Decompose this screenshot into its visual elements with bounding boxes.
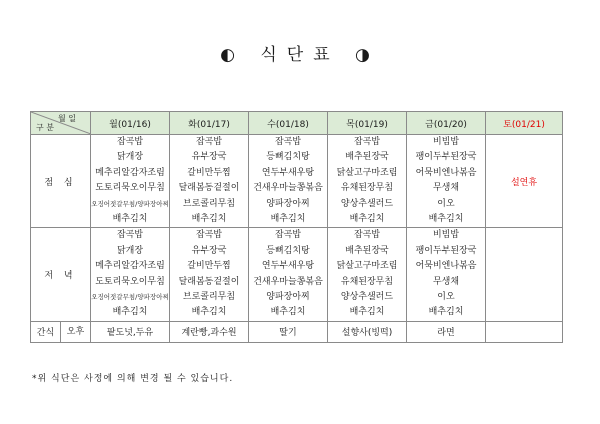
menu-item: 도토리묵오이무침 xyxy=(95,183,165,194)
menu-item: 잡곡밥 xyxy=(195,230,223,241)
menu-item: 양상추샐러드 xyxy=(340,291,394,302)
menu-item: 배추김치 xyxy=(428,307,464,318)
menu-item: 오징어젓갈무침/양파장아찌 xyxy=(91,199,169,208)
day-header-mon: 월(01/16) xyxy=(91,112,170,135)
menu-item: 이오 xyxy=(437,291,455,302)
menu-item: 등뼈김치탕 xyxy=(266,152,310,163)
menu-item: 양파장아찌 xyxy=(266,198,310,209)
dinner-tue xyxy=(170,228,249,321)
menu-item: 무생채 xyxy=(432,276,460,287)
snack-tue: 계란빵,과수원 xyxy=(170,321,249,342)
menu-item: 비빔밥 xyxy=(432,230,460,241)
menu-item: 배추된장국 xyxy=(345,245,389,256)
menu-item: 잡곡밥 xyxy=(274,137,302,147)
menu-item: 연두부새우탕 xyxy=(261,261,315,272)
lunch-label: 점 심 xyxy=(31,135,91,228)
lunch-row xyxy=(31,135,563,228)
menu-item: 배추된장국 xyxy=(345,152,389,163)
lunch-wed xyxy=(249,135,328,228)
menu-item: 닭살고구마조림 xyxy=(336,167,398,178)
snack-label: 간식 xyxy=(36,328,55,339)
menu-item: 메추리알감자조림 xyxy=(95,261,165,272)
menu-item: 달래봄동겉절이 xyxy=(178,183,240,194)
menu-item: 배추김치 xyxy=(428,213,464,224)
menu-item: 유부장국 xyxy=(191,152,227,163)
menu-item: 유채된장무침 xyxy=(340,183,394,194)
menu-item: 메추리알감자조림 xyxy=(95,167,165,178)
menu-item: 건새우마늘쫑볶음 xyxy=(253,183,323,194)
menu-item: 잡곡밥 xyxy=(274,230,302,241)
menu-item: 브로콜리무침 xyxy=(182,198,236,209)
footnote: *위 식단은 사정에 의해 변경 될 수 있습니다. xyxy=(32,374,234,384)
menu-item: 배추김치 xyxy=(191,307,227,318)
lunch-thu xyxy=(328,135,407,228)
lunch-mon xyxy=(91,135,170,228)
menu-item: 배추김치 xyxy=(191,213,227,224)
snack-row xyxy=(31,321,563,342)
menu-item: 잡곡밥 xyxy=(353,137,381,147)
dinner-thu xyxy=(328,228,407,321)
corner-date-label: 월 일 xyxy=(58,114,76,123)
menu-item: 닭살고구마조림 xyxy=(336,261,398,272)
menu-item: 달래봄동겉절이 xyxy=(178,276,240,287)
menu-item: 닭개장 xyxy=(116,152,144,163)
dinner-mon xyxy=(91,228,170,321)
menu-item: 유부장국 xyxy=(191,245,227,256)
menu-item: 어묵비엔나볶음 xyxy=(415,261,477,272)
menu-item: 잡곡밥 xyxy=(116,230,144,241)
menu-item: 유채된장무침 xyxy=(340,276,394,287)
menu-item: 갈비만두찜 xyxy=(187,261,231,272)
menu-item: 등뼈김치탕 xyxy=(266,245,310,256)
dinner-fri xyxy=(407,228,486,321)
snack-time: 오후 xyxy=(60,322,90,342)
dinner-label: 저 녁 xyxy=(31,228,91,321)
lunch-tue xyxy=(170,135,249,228)
menu-item: 양상추샐러드 xyxy=(340,198,394,209)
menu-item: 연두부새우탕 xyxy=(261,167,315,178)
dinner-row xyxy=(31,228,563,321)
page-title: ◐ 식단표 ◑ xyxy=(220,45,380,65)
menu-item: 잡곡밥 xyxy=(195,137,223,147)
day-header-tue: 화(01/17) xyxy=(170,112,249,135)
menu-item: 배추김치 xyxy=(349,213,385,224)
menu-item: 잡곡밥 xyxy=(116,137,144,147)
menu-item: 양파장아찌 xyxy=(266,291,310,302)
menu-item: 오징어젓갈무침/양파장아찌 xyxy=(91,292,169,301)
menu-item: 팽이두부된장국 xyxy=(415,245,477,256)
corner-header xyxy=(31,112,91,135)
menu-item: 무생채 xyxy=(432,183,460,194)
menu-item: 배추김치 xyxy=(270,307,306,318)
menu-item: 브로콜리무침 xyxy=(182,291,236,302)
day-header-sat: 토(01/21) xyxy=(486,112,563,135)
snack-sat xyxy=(486,321,563,342)
dinner-wed xyxy=(249,228,328,321)
snack-thu: 설향사(빙떡) xyxy=(328,321,407,342)
lunch-fri xyxy=(407,135,486,228)
menu-item: 비빔밥 xyxy=(432,137,460,147)
corner-category-label: 구 분 xyxy=(36,123,54,132)
menu-item: 잡곡밥 xyxy=(353,230,381,241)
snack-mon: 팥도넛,두유 xyxy=(91,321,170,342)
snack-wed: 딸기 xyxy=(249,321,328,342)
menu-item: 도토리묵오이무침 xyxy=(95,276,165,287)
menu-item: 배추김치 xyxy=(349,307,385,318)
dinner-sat xyxy=(486,228,563,321)
menu-item: 이오 xyxy=(437,198,455,209)
menu-item: 닭개장 xyxy=(116,245,144,256)
menu-item: 배추김치 xyxy=(270,213,306,224)
menu-item: 팽이두부된장국 xyxy=(415,152,477,163)
menu-item: 건새우마늘쫑볶음 xyxy=(253,276,323,287)
lunch-sat-holiday: 설연휴 xyxy=(486,135,563,228)
snack-fri: 라면 xyxy=(407,321,486,342)
day-header-thu: 목(01/19) xyxy=(328,112,407,135)
menu-item: 배추김치 xyxy=(112,213,148,224)
meal-table xyxy=(30,111,563,343)
menu-item: 어묵비엔나볶음 xyxy=(415,167,477,178)
menu-item: 갈비만두찜 xyxy=(187,167,231,178)
day-header-fri: 금(01/20) xyxy=(407,112,486,135)
header-row xyxy=(31,112,563,135)
day-header-wed: 수(01/18) xyxy=(249,112,328,135)
snack-label-cell xyxy=(31,321,91,342)
menu-item: 배추김치 xyxy=(112,307,148,318)
